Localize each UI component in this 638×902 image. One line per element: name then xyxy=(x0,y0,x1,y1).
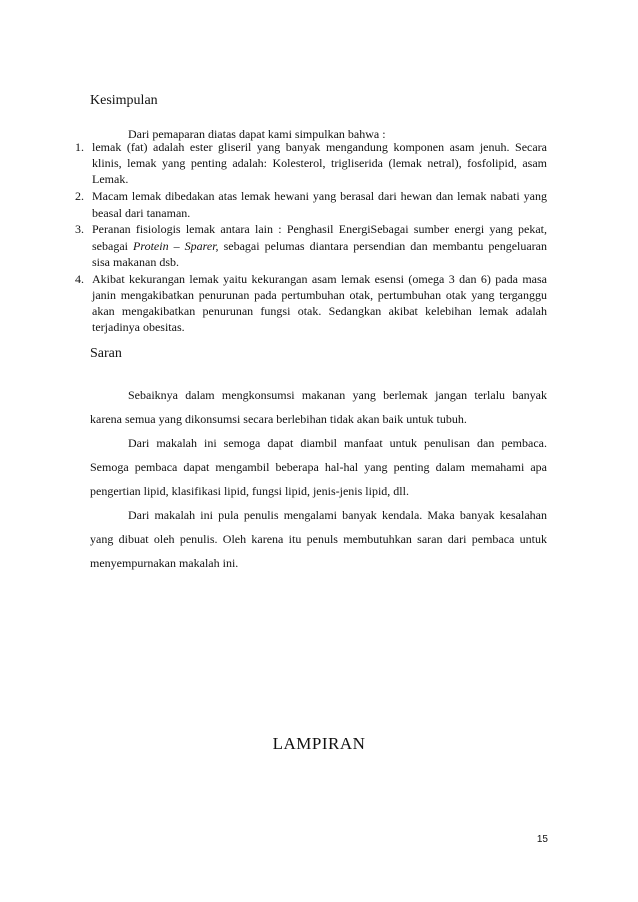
lampiran-title: LAMPIRAN xyxy=(272,734,366,753)
page-number: 15 xyxy=(536,834,548,845)
list-item-text-part: sebagai pelumas diantara persendian dan membantu pengeluaran sisa makanan dsb. xyxy=(92,238,547,269)
saran-paragraph: Dari makalah ini pula penulis mengalami banyak kendala. Maka banyak kesalahan yang dibuat oleh penulis. Oleh karena itu penuls membutuhkan saran dari pembaca untuk menyempurnakan makalah ini. xyxy=(90,508,547,570)
list-item-number: 2. xyxy=(75,189,84,204)
list-item xyxy=(75,139,547,188)
saran-heading: Saran xyxy=(90,346,122,361)
list-item-text-part: Peranan fisiologis lemak antara lain : Penghasil EnergiSebagai sumber energi yang pekat, sebagai xyxy=(92,222,547,253)
list-item-text: Akibat kekurangan lemak yaitu kekurangan asam lemak esensi (omega 3 dan 6) pada masa janin mengakibatkan penurunan pada pertumbuhan otak, pertumbuhan otak yang terganggu akan mengakibatkan penurunan fungsi otak. Sedangkan akibat kelebihan lemak adalah terjadinya obesitas. xyxy=(92,271,547,335)
kesimpulan-heading: Kesimpulan xyxy=(90,93,158,108)
list-item-italic-term: Protein – Sparer, xyxy=(133,238,219,253)
list-item-number: 4. xyxy=(75,271,84,286)
list-item-text: lemak (fat) adalah ester gliseril yang banyak mengandung komponen asam jenuh. Secara klinis, lemak yang penting adalah: Kolesterol, trigliserida (lemak netral), fosfolipid, asam Lemak. xyxy=(92,140,547,187)
saran-body xyxy=(90,383,547,575)
kesimpulan-intro: Dari pemaparan diatas dapat kami simpulkan bahwa : xyxy=(128,127,386,141)
list-item xyxy=(75,221,547,270)
saran-paragraph: Sebaiknya dalam mengkonsumsi makanan yang berlemak jangan terlalu banyak karena semua yang dikonsumsi secara berlebihan tidak akan baik untuk tubuh. xyxy=(90,388,547,426)
kesimpulan-list xyxy=(75,139,547,336)
list-item-number: 3. xyxy=(75,222,84,237)
list-item-number: 1. xyxy=(75,140,84,154)
list-item-text: Macam lemak dibedakan atas lemak hewani yang berasal dari hewan dan lemak nabati yang beasal dari tanaman. xyxy=(92,189,547,220)
saran-paragraph: Dari makalah ini semoga dapat diambil manfaat untuk penulisan dan pembaca. Semoga pembaca dapat mengambil beberapa hal-hal yang penting dalam memahami apa pengertian lipid, klasifikasi lipid, fungsi lipid, jenis-jenis lipid, dll. xyxy=(90,436,547,498)
list-item xyxy=(75,271,547,336)
list-item-text xyxy=(92,222,547,268)
list-item xyxy=(75,188,547,220)
